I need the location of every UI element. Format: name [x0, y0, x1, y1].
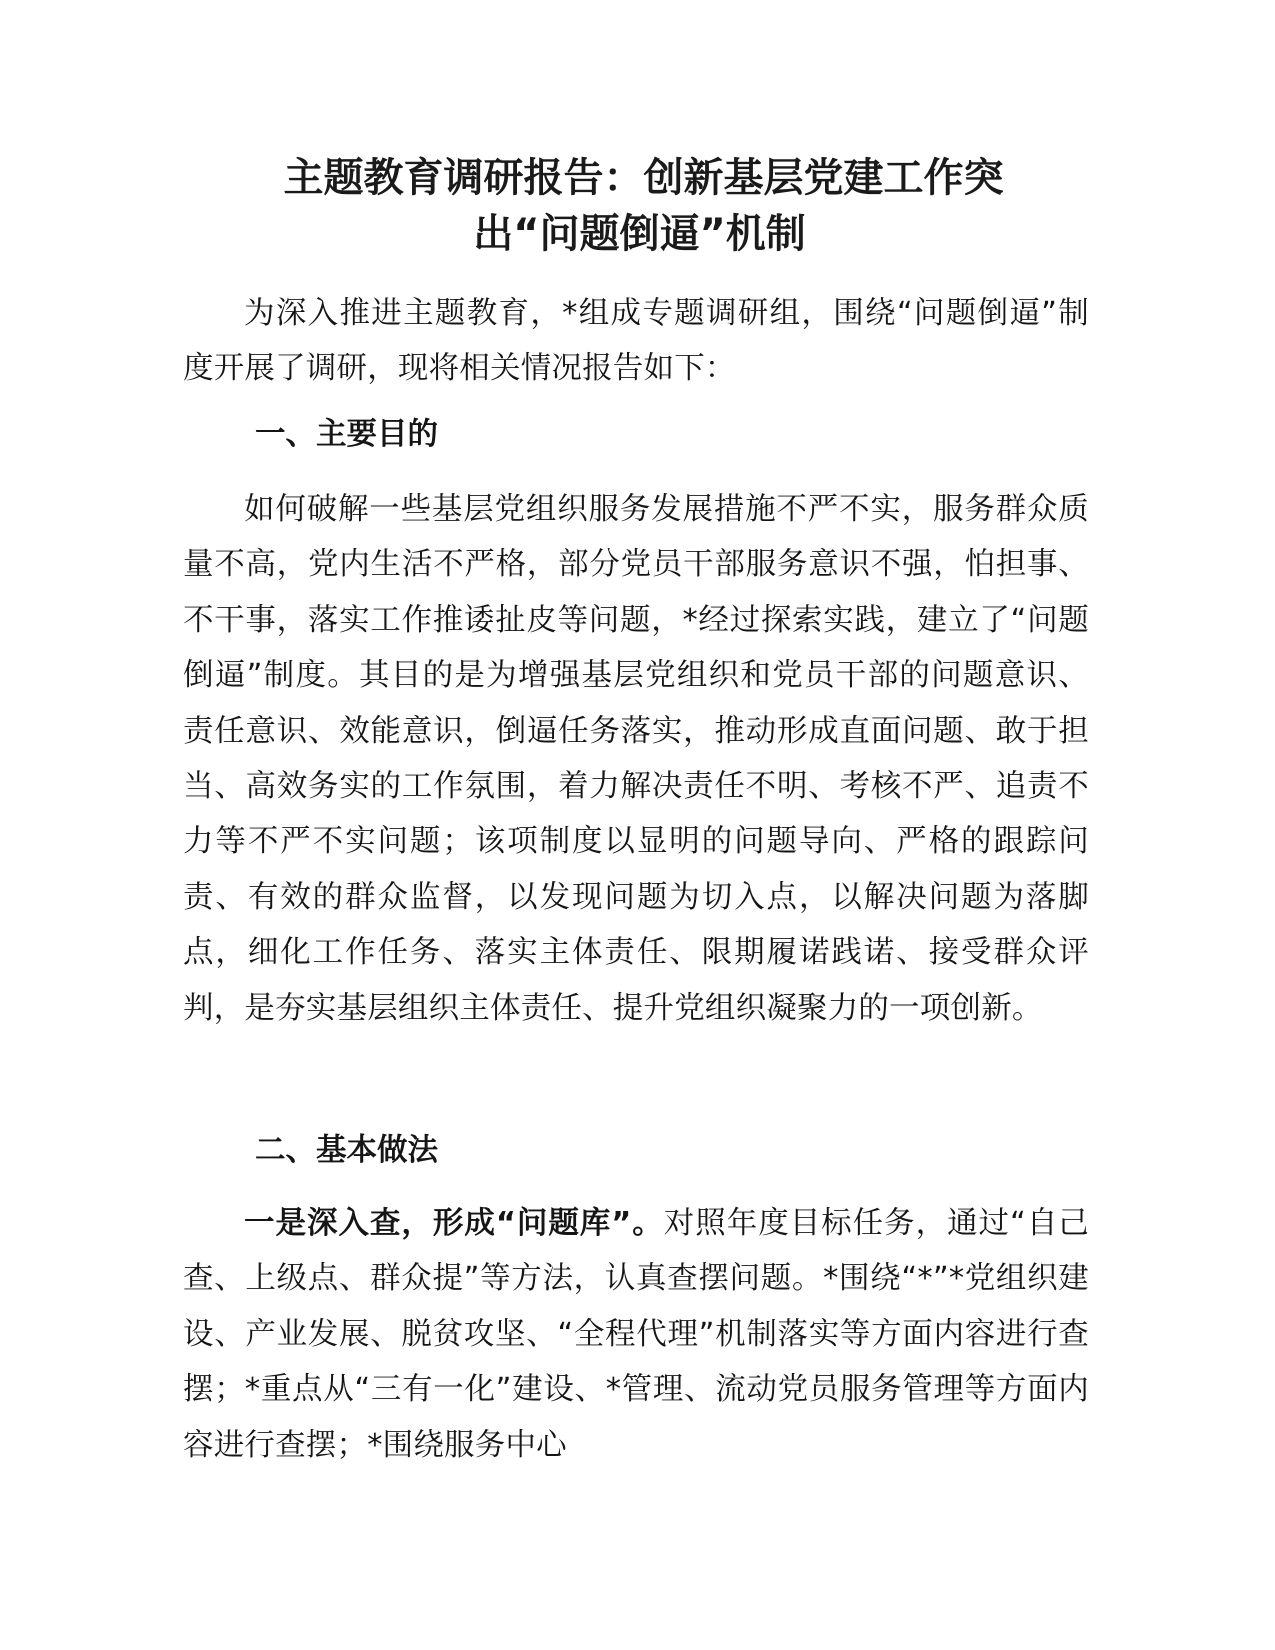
methods-lead-phrase: 一是深入查，形成“问题库”。 [244, 1206, 664, 1241]
document-title-line-2: 出“问题倒逼”机制 [473, 211, 806, 257]
section-heading-methods: 二、基本做法 [255, 1133, 438, 1168]
section-paragraph-purpose: 如何破解一些基层党组织服务发展措施不严不实，服务群众质量不高，党内生活不严格，部分党员干部服务意识不强，怕担事、不干事，落实工作推诿扯皮等问题，*经过探索实践，建立了“问题倒逼”制度。其目的是为增强基层党组织和党员干部的问题意识、责任意识、效能意识，倒逼任务落实，推动形成直面问题、敢于担当、高效务实的工作氛围，着力解决责任不明、考核不严、追责不力等不严不实问题；该项制度以显明的问题导向、严格的跟踪问责、有效的群众监督，以发现问题为切入点，以解决问题为落脚点，细化工作任务、落实主体责任、限期履诺践诺、接受群众评判，是夯实基层组织主体责任、提升党组织凝聚力的一项创新。 [183, 492, 1089, 1026]
intro-paragraph: 为深入推进主题教育，*组成专题调研组，围绕“问题倒逼”制度开展了调研，现将相关情况报告如下： [183, 296, 1089, 387]
section-heading-purpose: 一、主要目的 [255, 417, 438, 452]
methods-paragraph-text: 对照年度目标任务，通过“自己查、上级点、群众提”等方法，认真查摆问题。*围绕“*”*党组织建设、产业发展、脱贫攻坚、“全程代理”机制落实等方面内容进行查摆；*重点从“三有一化”建设、*管理、流动党员服务管理等方面内容进行查摆；*围绕服务中心 [183, 1206, 1089, 1463]
section-paragraph-methods [183, 1196, 1089, 1473]
document-title-line-1: 主题教育调研报告：创新基层党建工作突 [283, 155, 1004, 201]
